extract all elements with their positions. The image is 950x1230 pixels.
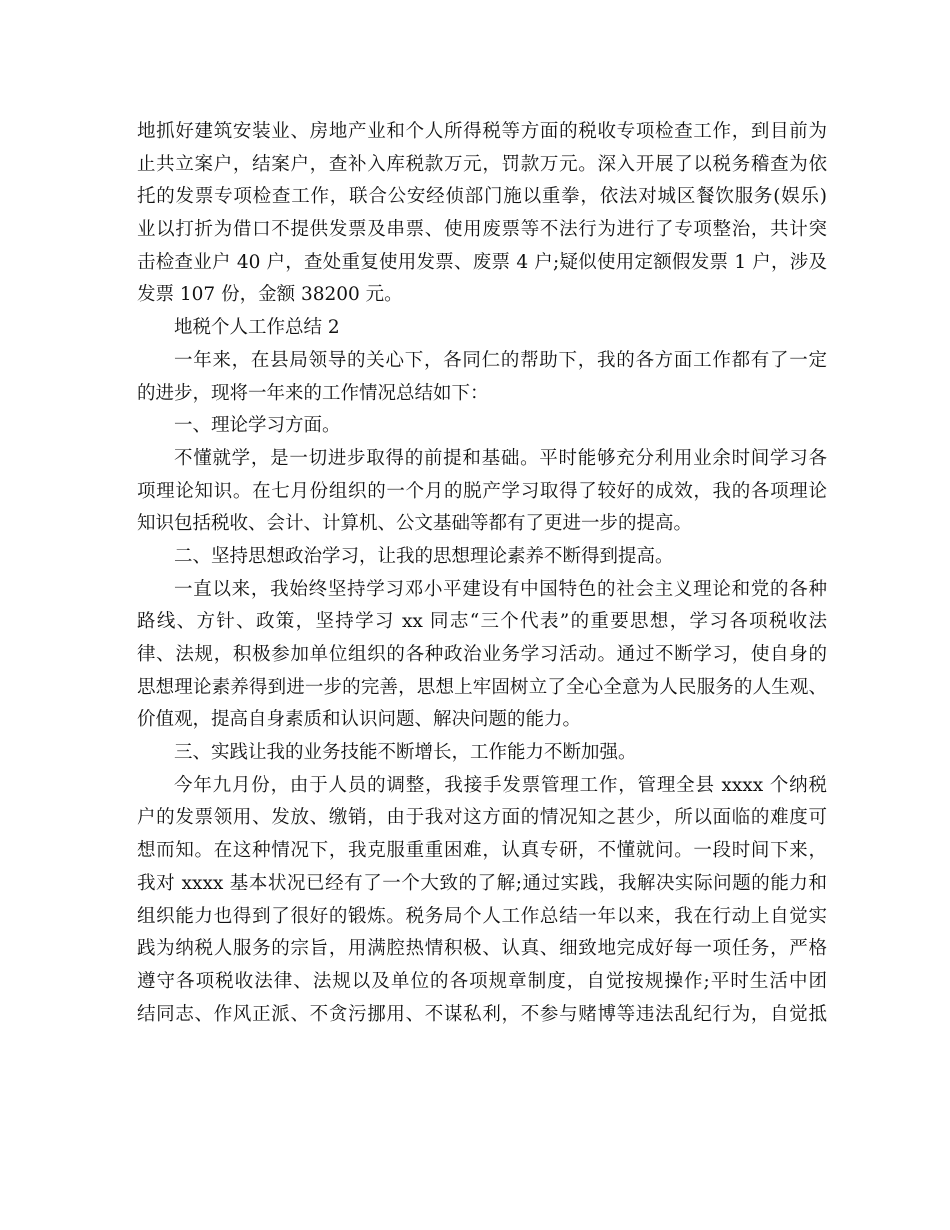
text-line: 的进步，现将一年来的工作情况总结如下： bbox=[137, 382, 489, 404]
section-title: 地税个人工作总结 2 bbox=[174, 317, 340, 339]
text-line: 止共立案户，结案户，查补入库税款万元，罚款万元。深入开展了以税务稽查为依 bbox=[137, 153, 827, 175]
text-line: 价值观，提高自身素质和认识问题、解决问题的能力。 bbox=[137, 709, 582, 731]
text-line: 击检查业户 40 户，查处重复使用发票、废票 4 户;疑似使用定额假发票 1 户，涉及 bbox=[137, 251, 827, 273]
section-heading: 三、实践让我的业务技能不断增长，工作能力不断加强。 bbox=[174, 742, 637, 764]
text-line: 业以打折为借口不提供发票及串票、使用废票等不法行为进行了专项整治，共计突 bbox=[137, 219, 827, 241]
text-line: 遵守各项税收法律、法规以及单位的各项规章制度，自觉按规操作;平时生活中团 bbox=[137, 970, 827, 992]
text-line: 路线、方针、政策，坚持学习 xx 同志“三个代表”的重要思想，学习各项税收法 bbox=[137, 611, 827, 633]
text-line: 知识包括税收、会计、计算机、公文基础等都有了更进一步的提高。 bbox=[137, 513, 693, 535]
text-line: 我对 xxxx 基本状况已经有了一个大致的了解;通过实践，我解决实际问题的能力和 bbox=[137, 872, 827, 894]
text-line: 思想理论素养得到进一步的完善，思想上牢固树立了全心全意为人民服务的人生观、 bbox=[137, 676, 827, 698]
text-line: 组织能力也得到了很好的锻炼。税务局个人工作总结一年以来，我在行动上自觉实 bbox=[137, 905, 827, 927]
text-line: 践为纳税人服务的宗旨，用满腔热情积极、认真、细致地完成好每一项任务，严格 bbox=[137, 938, 827, 960]
document-body bbox=[137, 116, 827, 1031]
text-line: 结同志、作风正派、不贪污挪用、不谋私利，不参与赌博等违法乱纪行为，自觉抵 bbox=[137, 1003, 827, 1025]
text-line: 地抓好建筑安装业、房地产业和个人所得税等方面的税收专项检查工作，到目前为 bbox=[137, 121, 827, 142]
text-line: 发票 107 份，金额 38200 元。 bbox=[137, 284, 403, 306]
text-line: 不懂就学，是一切进步取得的前提和基础。平时能够充分利用业余时间学习各 bbox=[174, 447, 827, 469]
text-line: 一直以来，我始终坚持学习邓小平建设有中国特色的社会主义理论和党的各种 bbox=[174, 578, 827, 600]
text-line: 律、法规，积极参加单位组织的各种政治业务学习活动。通过不断学习，使自身的 bbox=[137, 644, 827, 665]
section-heading: 二、坚持思想政治学习，让我的思想理论素养不断得到提高。 bbox=[174, 545, 674, 567]
text-line: 想而知。在这种情况下，我克服重重困难，认真专研，不懂就问。一段时间下来， bbox=[137, 840, 827, 862]
text-line: 一年来，在县局领导的关心下，各同仁的帮助下，我的各方面工作都有了一定 bbox=[174, 349, 827, 371]
text-line: 户的发票领用、发放、缴销，由于我对这方面的情况知之甚少，所以面临的难度可 bbox=[137, 807, 827, 829]
text-line: 项理论知识。在七月份组织的一个月的脱产学习取得了较好的成效，我的各项理论 bbox=[137, 480, 827, 502]
section-heading: 一、理论学习方面。 bbox=[174, 415, 341, 437]
text-line: 托的发票专项检查工作，联合公安经侦部门施以重拳，依法对城区餐饮服务(娱乐) bbox=[137, 186, 827, 208]
text-line: 今年九月份，由于人员的调整，我接手发票管理工作，管理全县 xxxx 个纳税 bbox=[174, 774, 827, 796]
